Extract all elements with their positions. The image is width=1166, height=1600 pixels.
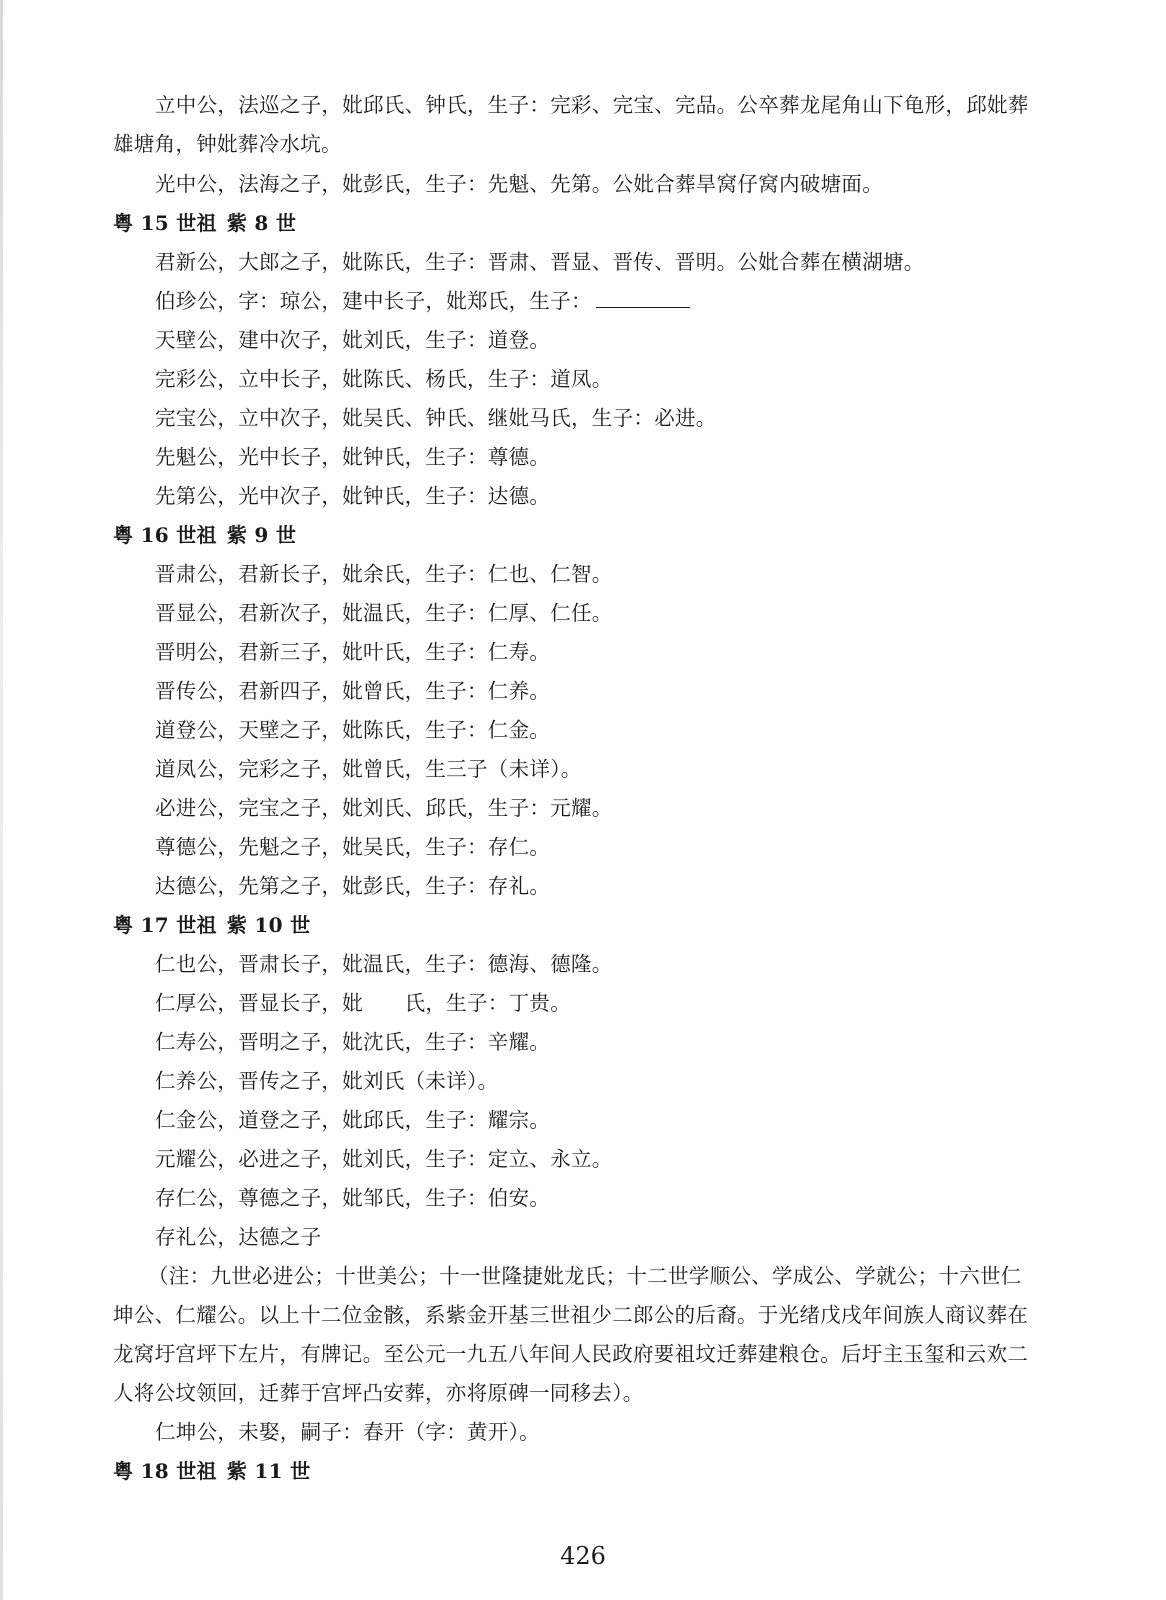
blank-fill-line xyxy=(596,289,690,308)
heading-right: 紫 8 世 xyxy=(226,211,297,235)
paragraph-line: 君新公，大郎之子，妣陈氏，生子：晋肃、晋显、晋传、晋明。公妣合葬在横湖塘。 xyxy=(155,250,925,274)
paragraph-line: 先第公，光中次子，妣钟氏，生子：达德。 xyxy=(155,484,551,508)
note-line: （注：九世必进公；十世美公；十一世隆捷妣龙氏；十二世学顺公、学成公、学就公；十六世仁 xyxy=(148,1264,1022,1288)
paragraph-line: 晋肃公，君新长子，妣余氏，生子：仁也、仁智。 xyxy=(155,562,613,586)
paragraph-line: 尊德公，先魁之子，妣吴氏，生子：存仁。 xyxy=(155,835,551,859)
paragraph-line xyxy=(155,287,690,315)
paragraph-line: 晋显公，君新次子，妣温氏，生子：仁厚、仁任。 xyxy=(155,601,613,625)
paragraph-line: 天壁公，建中次子，妣刘氏，生子：道登。 xyxy=(155,328,551,352)
paragraph-line: 存礼公，达德之子 xyxy=(155,1225,322,1249)
heading-left: 粤 15 世祖 xyxy=(113,211,217,235)
heading-left: 粤 18 世祖 xyxy=(113,1459,217,1483)
generation-heading xyxy=(113,209,296,237)
paragraph-line: 存仁公，尊德之子，妣邹氏，生子：伯安。 xyxy=(155,1186,551,1210)
generation-heading xyxy=(113,521,296,549)
paragraph-line: 晋明公，君新三子，妣叶氏，生子：仁寿。 xyxy=(155,640,551,664)
paragraph-line: 仁坤公，未娶，嗣子：春开（字：黄开）。 xyxy=(155,1420,540,1444)
paragraph-line: 达德公，先第之子，妣彭氏，生子：存礼。 xyxy=(155,874,551,898)
paragraph-line: 元耀公，必进之子，妣刘氏，生子：定立、永立。 xyxy=(155,1147,613,1171)
paragraph-line: 道登公，天壁之子，妣陈氏，生子：仁金。 xyxy=(155,718,551,742)
heading-right: 紫 11 世 xyxy=(226,1459,311,1483)
paragraph-line: 先魁公，光中长子，妣钟氏，生子：尊德。 xyxy=(155,445,551,469)
page-number: 426 xyxy=(560,1542,606,1570)
paragraph-line: 完彩公，立中长子，妣陈氏、杨氏，生子：道凤。 xyxy=(155,367,613,391)
heading-right: 紫 10 世 xyxy=(226,913,311,937)
paragraph-line: 完宝公，立中次子，妣吴氏、钟氏、继妣马氏，生子：必进。 xyxy=(155,406,717,430)
generation-heading xyxy=(113,911,310,939)
heading-right: 紫 9 世 xyxy=(226,523,297,547)
paragraph-line: 立中公，法巡之子，妣邱氏、钟氏，生子：完彩、完宝、完品。公卒葬龙尾角山下龟形，邱妣葬 xyxy=(155,93,1029,117)
note-line: 坤公、仁耀公。以上十二位金骸，系紫金开基三世祖少二郎公的后裔。于光绪戊戌年间族人商议葬在 xyxy=(113,1303,1029,1327)
heading-left: 粤 17 世祖 xyxy=(113,913,217,937)
paragraph-line: 必进公，完宝之子，妣刘氏、邱氏，生子：元耀。 xyxy=(155,796,613,820)
paragraph-line: 仁金公，道登之子，妣邱氏，生子：耀宗。 xyxy=(155,1108,551,1132)
paragraph-line: 道凤公，完彩之子，妣曾氏，生三子（未详）。 xyxy=(155,757,582,781)
paragraph-line: 仁寿公，晋明之子，妣沈氏，生子：辛耀。 xyxy=(155,1030,551,1054)
paragraph-line: 雄塘角，钟妣葬冷水坑。 xyxy=(113,132,342,156)
note-line: 龙窝圩宫坪下左片，有牌记。至公元一九五八年间人民政府要祖坟迁葬建粮仓。后圩主玉玺和云欢二 xyxy=(113,1342,1029,1366)
paragraph-line: 仁也公，晋肃长子，妣温氏，生子：德海、德隆。 xyxy=(155,952,613,976)
paragraph-line: 仁厚公，晋显长子，妣 氏，生子：丁贵。 xyxy=(155,991,571,1015)
paragraph-line: 晋传公，君新四子，妣曾氏，生子：仁养。 xyxy=(155,679,551,703)
generation-heading xyxy=(113,1457,310,1485)
paragraph-line: 仁养公，晋传之子，妣刘氏（未详）。 xyxy=(155,1069,499,1093)
paragraph-line: 光中公，法海之子，妣彭氏，生子：先魁、先第。公妣合葬旱窝仔窝内破塘面。 xyxy=(155,172,883,196)
note-line: 人将公坟领回，迁葬于宫坪凸安葬，亦将原碑一同移去）。 xyxy=(113,1381,644,1405)
heading-left: 粤 16 世祖 xyxy=(113,523,217,547)
paragraph-text: 伯珍公，字：琼公，建中长子，妣郑氏，生子： xyxy=(155,289,592,313)
